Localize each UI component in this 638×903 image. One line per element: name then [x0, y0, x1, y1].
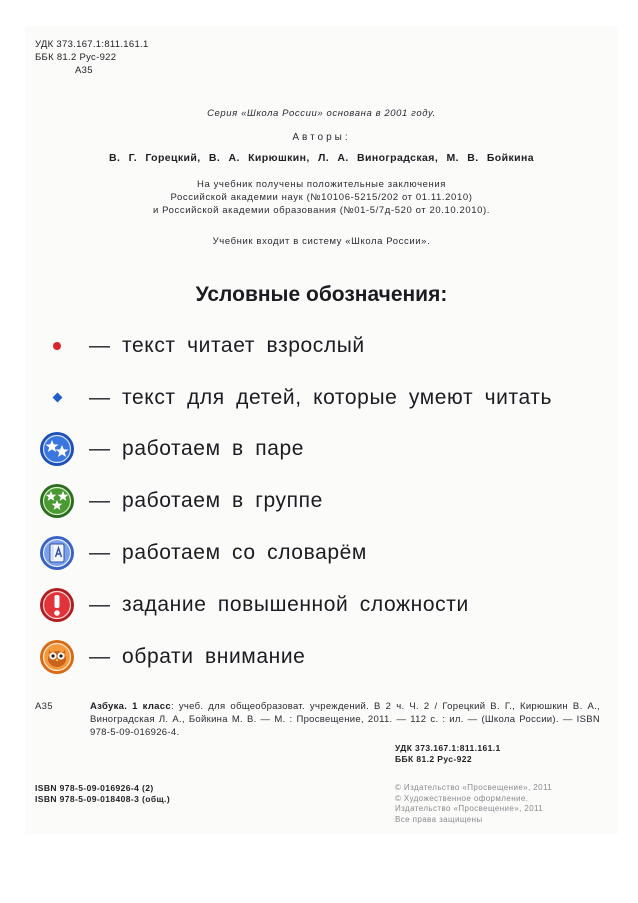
exclamation-icon: [39, 587, 75, 623]
bbk-code-bottom: ББК 81.2 Рус-922: [395, 754, 472, 764]
copyright-line-2: © Художественное оформление.: [395, 793, 529, 803]
legend-title: Условные обозначения:: [195, 283, 448, 306]
legend-item-children-read: [25, 378, 552, 418]
isbn-line-1: ISBN 978-5-09-016926-4 (2): [35, 783, 154, 793]
catalog-description: [90, 700, 600, 739]
approval-line-3: и Российской академии образования (№01-5/7д-520 от 20.10.2010).: [152, 205, 491, 216]
udk-header: [35, 38, 149, 77]
dictionary-icon: [39, 535, 75, 571]
legend-item-adult-reads: [25, 326, 365, 366]
copyright-line-4: Все права защищены: [395, 814, 483, 824]
isbn-block: [35, 783, 170, 805]
copyright-line-1: © Издательство «Просвещение», 2011: [395, 783, 553, 792]
catalog-text: : учеб. для общеобразоват. учреждений. В 2 ч. Ч. 2 / Горецкий В. Г., Кирюшкин В. А., Виноградская Л. А., Бойкина М. В. — М. : Просвещение, 2011. — 112 с. : ил. — (Школа России). — ISBN 978-5-09-016926-4.: [90, 701, 600, 738]
legend-item-text: — текст читает взрослый: [89, 334, 365, 357]
approval-line-1: На учебник получены положительные заключения: [196, 179, 446, 190]
group-work-icon: [39, 483, 75, 519]
legend-item-pair-work: [25, 429, 304, 469]
system-note: Учебник входит в систему «Школа России».: [212, 236, 431, 247]
authors-label: Авторы:: [292, 132, 351, 143]
legend-item-attention: [25, 637, 305, 677]
owl-icon: [39, 639, 75, 675]
legend-item-group-work: [25, 481, 323, 521]
legend-item-text: — работаем в группе: [89, 489, 323, 512]
legend-item-text: — работаем со словарём: [89, 541, 367, 564]
pair-work-icon: [39, 431, 75, 467]
blue-diamond-icon: [53, 393, 63, 403]
legend-item-hard-task: [25, 585, 469, 625]
book-page: [25, 26, 618, 834]
udk-code-bottom: УДК 373.167.1:811.161.1: [395, 743, 501, 753]
udk-footer: [395, 743, 501, 765]
catalog-code: А35: [35, 701, 53, 712]
red-dot-icon: [53, 342, 61, 350]
legend-item-text: — работаем в паре: [89, 437, 305, 460]
approval-line-2: Российской академии наук (№10106-5215/202 от 01.11.2010): [170, 192, 473, 203]
copyright-block: [395, 783, 552, 825]
legend-item-text: — задание повышенной сложности: [89, 593, 469, 616]
author-mark: А35: [75, 65, 93, 76]
legend-item-dictionary: [25, 533, 367, 573]
approval-note: [25, 178, 618, 217]
bbk-code: ББК 81.2 Рус-922: [35, 52, 117, 63]
catalog-title: Азбука. 1 класс: [90, 701, 171, 712]
copyright-line-3: Издательство «Просвещение», 2011: [395, 804, 544, 813]
legend-item-text: — текст для детей, которые умеют читать: [89, 386, 553, 409]
authors-list: В. Г. Горецкий, В. А. Кирюшкин, Л. А. Виноградская, М. В. Бойкина: [109, 152, 534, 164]
series-note: Серия «Школа России» основана в 2001 году.: [207, 108, 436, 119]
isbn-line-2: ISBN 978-5-09-018408-3 (общ.): [35, 794, 171, 804]
legend-item-text: — обрати внимание: [89, 645, 306, 668]
udk-code: УДК 373.167.1:811.161.1: [35, 39, 149, 50]
